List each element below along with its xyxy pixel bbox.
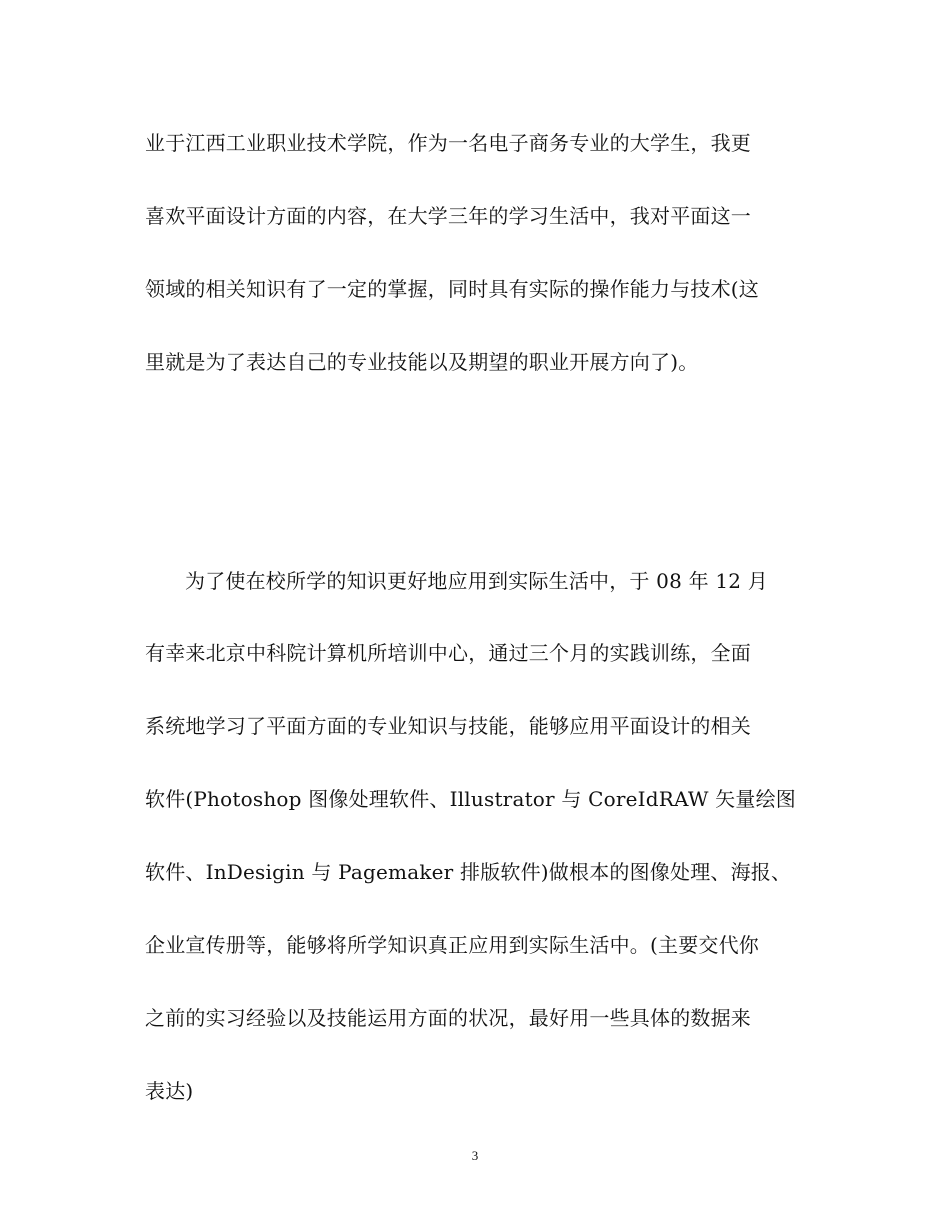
paragraph-line: 里就是为了表达自己的专业技能以及期望的职业开展方向了)。 [145,350,699,374]
paragraph-line: 企业宣传册等，能够将所学知识真正应用到实际生活中。(主要交代你 [145,933,760,957]
paragraph-line: 领域的相关知识有了一定的掌握，同时具有实际的操作能力与技术(这 [145,277,760,301]
page-number: 3 [471,1148,479,1163]
paragraph-line: 喜欢平面设计方面的内容，在大学三年的学习生活中，我对平面这一 [145,204,751,228]
paragraph-line: 软件、InDesigin 与 Pagemaker 排版软件)做根本的图像处理、海报、 [145,860,792,884]
paragraph-line: 之前的实习经验以及技能运用方面的状况，最好用一些具体的数据来 [145,1006,751,1030]
paragraph-line: 有幸来北京中科院计算机所培训中心，通过三个月的实践训练，全面 [145,641,751,665]
paragraph-line: 软件(Photoshop 图像处理软件、Illustrator 与 CoreIdRAW 矢量绘图 [145,787,796,811]
paragraph-line: 业于江西工业职业技术学院，作为一名电子商务专业的大学生，我更 [145,131,751,155]
paragraph-line: 为了使在校所学的知识更好地应用到实际生活中，于 08 年 12 月 [185,569,768,593]
paragraph-line: 系统地学习了平面方面的专业知识与技能，能够应用平面设计的相关 [145,714,751,738]
paragraph-line: 表达) [145,1079,194,1103]
